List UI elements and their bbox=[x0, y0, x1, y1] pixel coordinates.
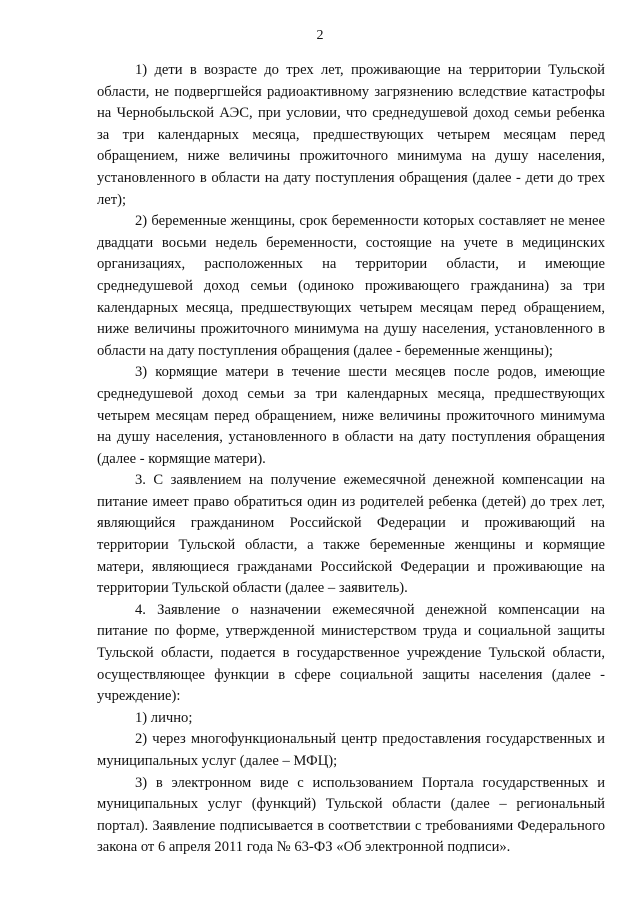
paragraph-section-3-applicant: 3. С заявлением на получение ежемесячной денежной компенсации на питание имеет право обратиться один из родителей ребенка (детей) до трех лет, являющийся гражданином Российской Федерации и проживающий на территории Тульской области, а также беременные женщины и кормящие матери, являющиеся гражданами Российской Федерации и проживающие на территории Тульской области (далее – заявитель). bbox=[97, 472, 605, 597]
document-body bbox=[97, 60, 605, 859]
paragraph-section-4-application: 4. Заявление о назначении ежемесячной денежной компенсации на питание по форме, утвержденной министерством труда и социальной защиты Тульской области, подается в государственное учреждение Тульской области, осуществляющее функции в сфере социальной защиты населения (далее - учреждение): bbox=[97, 601, 605, 705]
paragraph-nursing-mothers: 3) кормящие матери в течение шести месяцев после родов, имеющие среднедушевой доход семьи за три календарных месяца, предшествующих четырем месяцам перед обращением, ниже величины прожиточного минимума на душу населения, установленного в области на дату поступления обращения (далее - кормящие матери). bbox=[97, 364, 605, 467]
paragraph-pregnant-women: 2) беременные женщины, срок беременности которых составляет не менее двадцати восьми недель беременности, состоящие на учете в медицинских организациях, расположенных на территории области, и имеющие среднедушевой доход семьи (одиноко проживающего гражданина) за три календарных месяца, предшествующих четырем месяцам перед обращением, ниже величины прожиточного минимума на душу населения, установленного в области на дату поступления обращения (далее - беременные женщины); bbox=[97, 213, 605, 359]
paragraph-children-under-three: 1) дети в возрасте до трех лет, проживающие на территории Тульской области, не подвергшейся радиоактивному загрязнению вследствие катастрофы на Чернобыльской АЭС, при условии, что среднедушевой доход семьи ребенка за три календарных месяца, предшествующих четырем месяцам перед обращением, ниже величины прожиточного минимума на душу населения, установленного в области на дату поступления обращения (далее - дети до трех лет); bbox=[97, 62, 605, 208]
paragraph-submission-mfc: 2) через многофункциональный центр предоставления государственных и муниципальных услуг (далее – МФЦ); bbox=[97, 731, 605, 769]
page-number: 2 bbox=[316, 28, 324, 43]
paragraph-submission-electronic: 3) в электронном виде с использованием Портала государственных и муниципальных услуг (функций) Тульской области (далее – региональный портал). Заявление подписывается в соответствии с требованиями Федерального закона от 6 апреля 2011 года № 63-ФЗ «Об электронной подписи». bbox=[97, 774, 605, 856]
paragraph-submission-in-person: 1) лично; bbox=[135, 709, 193, 726]
